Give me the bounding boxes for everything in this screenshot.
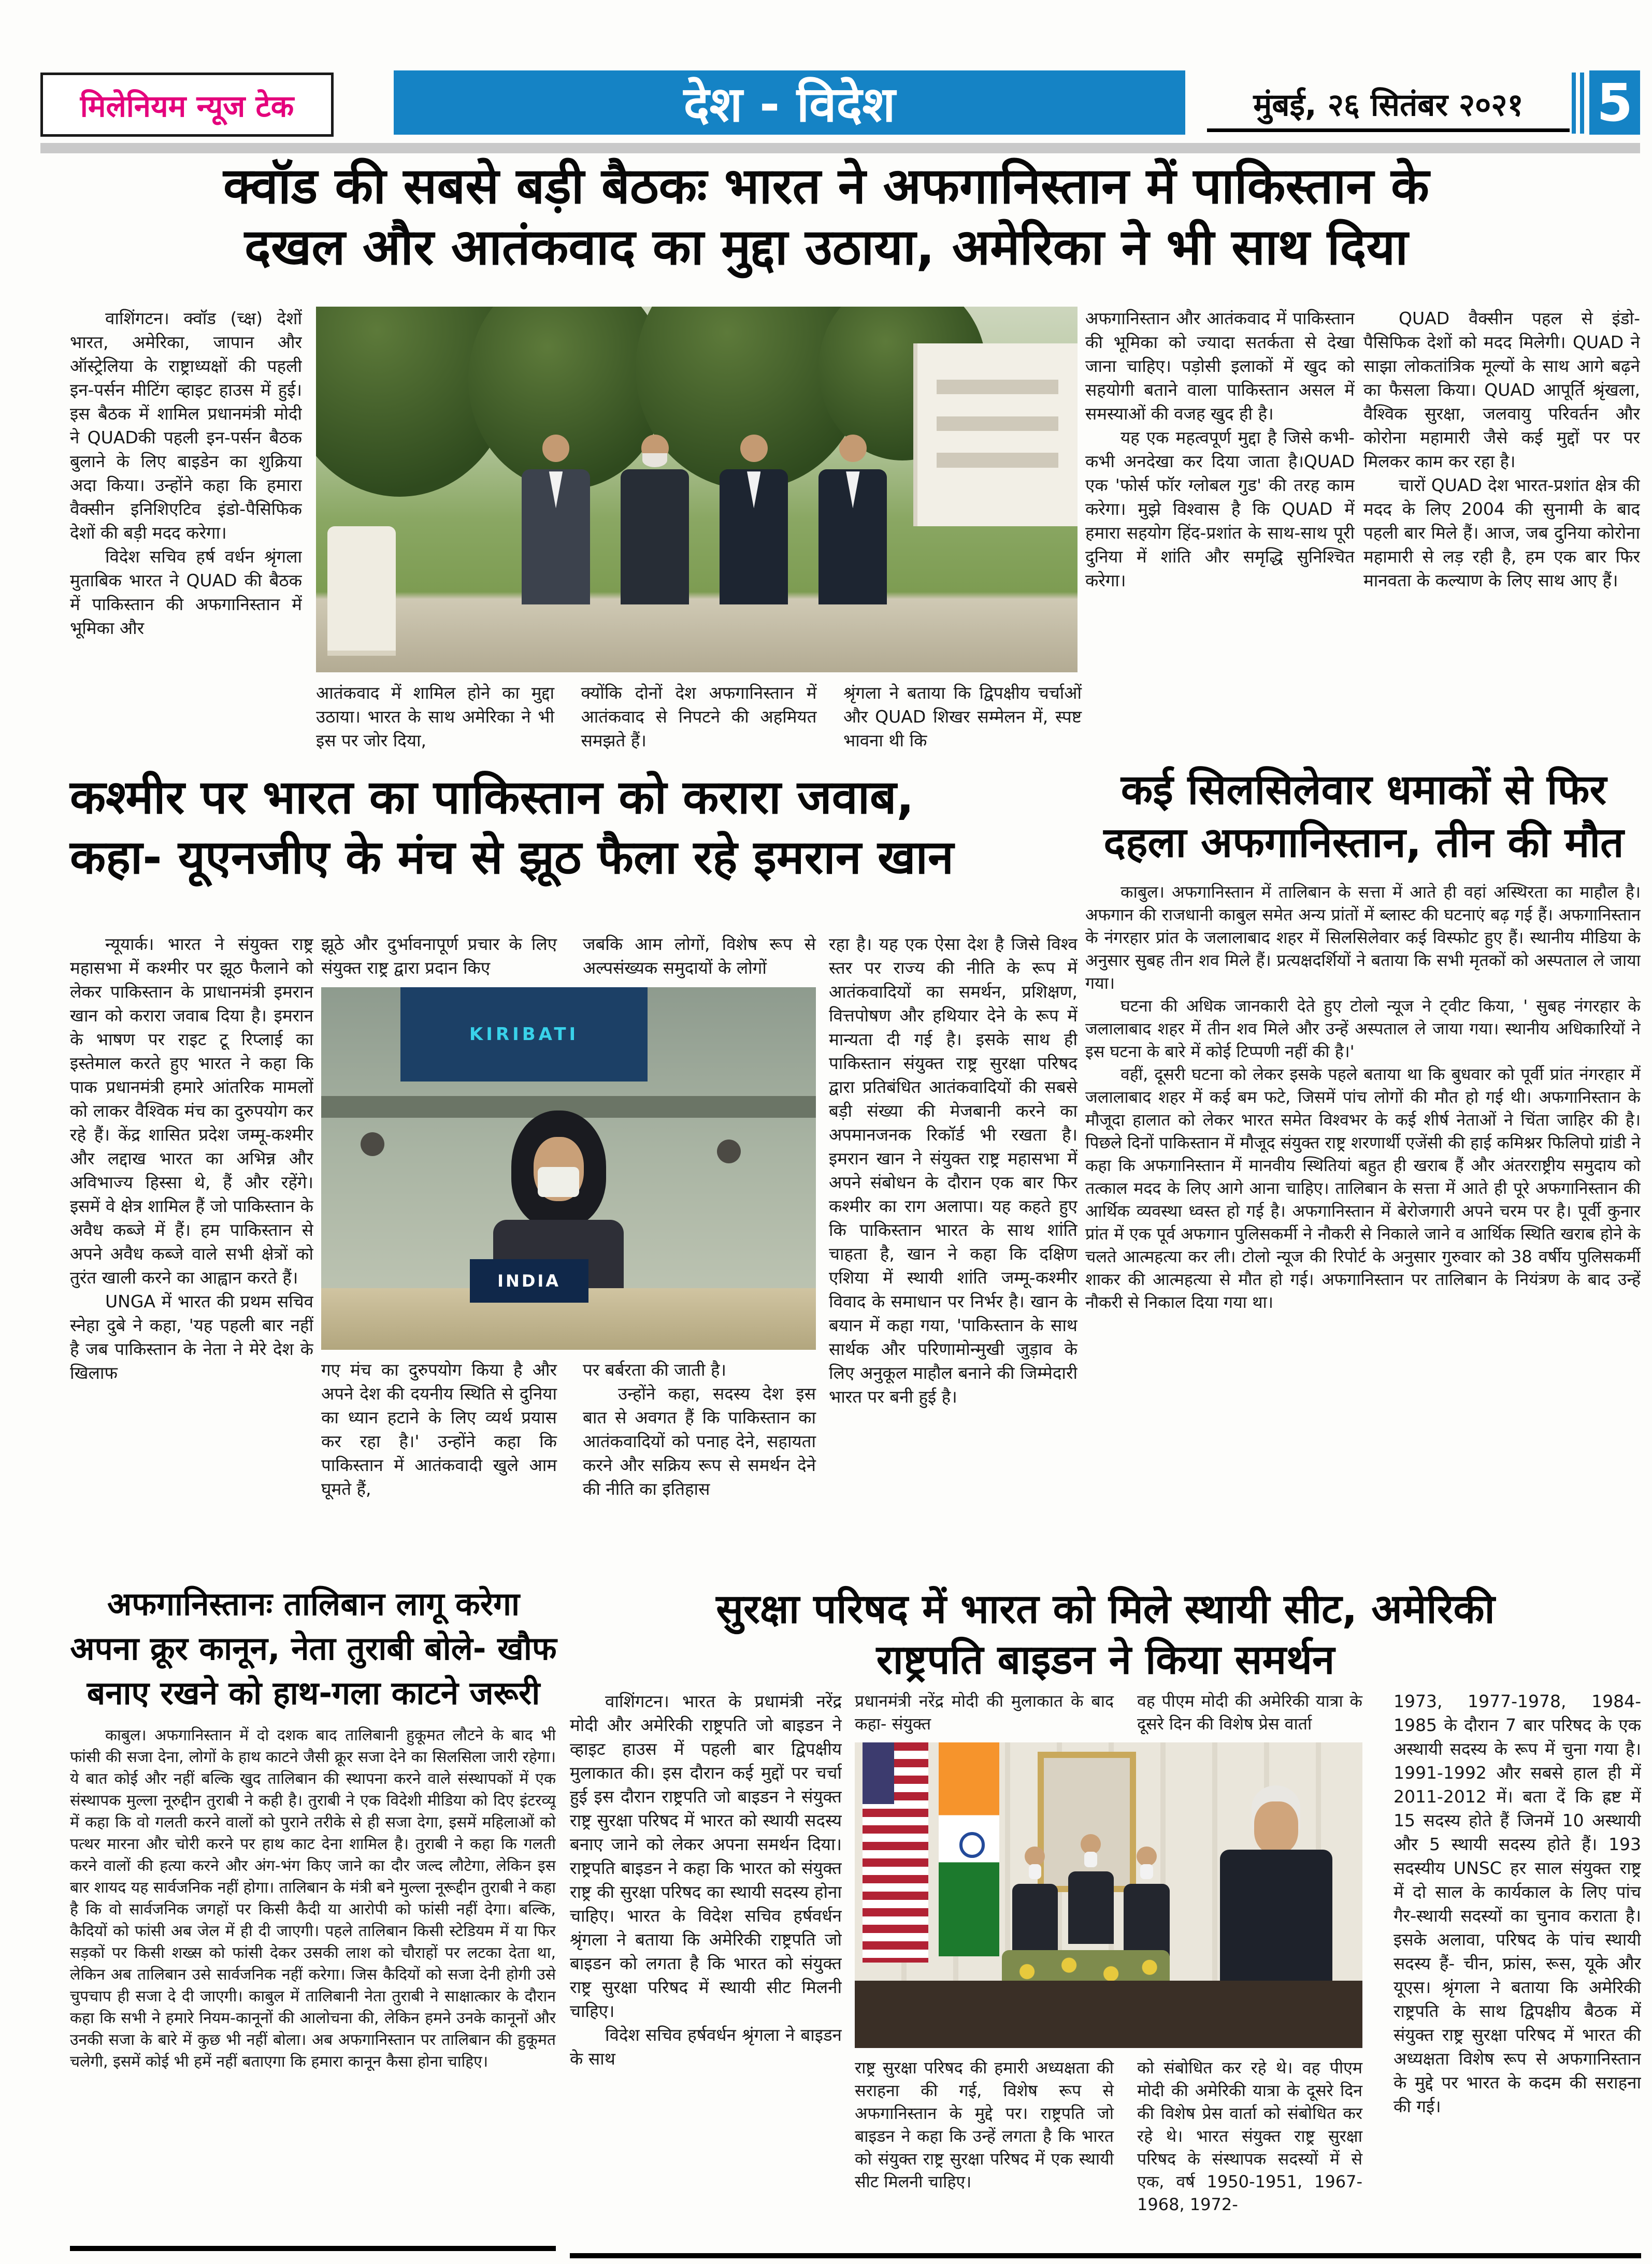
quad-story-caption-row (316, 681, 1082, 753)
blasts-story-body (1085, 881, 1641, 1577)
headline-line: क्वॉड की सबसे बड़ी बैठकः भारत ने अफगानिस्तान में पाकिस्तान के (223, 157, 1429, 215)
figure-head (542, 435, 570, 462)
masthead-dateline: मुंबई, २६ सितंबर २०२१ (1207, 79, 1570, 132)
headline-line: कहा- यूएनजीए के मंच से झूठ फैला रहे इमरान खान (70, 830, 954, 885)
body-paragraph: उन्होंने कहा, सदस्य देश इस बात से अवगत हैं कि पाकिस्तान का आतंकवादियों को पनाह देने, सहायता करने और सक्रिय रूप से समर्थन देने की नीति का इतिहास (583, 1383, 816, 1499)
delegate-figure (1124, 1847, 1169, 1956)
body-paragraph: वाशिंगटन। क्वॉड (च्क्ष) देशों भारत, अमेरिका, जापान और ऑस्ट्रेलिया के राष्ट्राध्यक्षों की पहली इन-पर्सन मीटिंग व्हाइट हाउस में हुई। इस बैठक में शामिल प्रधानमंत्री मोदी ने QUADकी पहली इन-पर्सन बैठक बुलाने के लिए बाइडेन का शुक्रिया अदा किया। उन्होंने कहा कि हमारा वैक्सीन इनिशिएटिव इंडो-पैसिफिक देशों की बड़ी मदद करेगा। (70, 308, 302, 543)
headline-line: बनाए रखने को हाथ-गला काटने जरूरी (87, 1674, 540, 1712)
stone-pedestal (327, 526, 396, 651)
column-fragment: जबकि आम लोगों, विशेष रूप से अल्पसंख्यक समुदायों के लोगों (583, 934, 816, 978)
caption-col: आतंकवाद में शामिल होने का मुद्दा उठाया। भारत के साथ अमेरिका ने भी इस पर जोर दिया, (316, 683, 554, 751)
body-paragraph: काबुल। अफगानिस्तान में तालिबान के सत्ता में आते ही वहां अस्थिरता का माहौल है। अफगान की राजधानी काबुल समेत अन्य प्रांतों में ब्लास्ट की घटनाएं बढ़ गई हैं। अफगानिस्तान के नंगरहार प्रांत के जलालाबाद शहर में सिलसिलेवार कई विस्फोट हुए हैं। स्थानीय मीडिया के अनुसार सुबह तीन शव मिले हैं। प्रत्यक्षदर्शियों ने बताया कि सभी मृतकों को अस्पताल ले जाया गया। (1085, 882, 1641, 993)
india-placard (470, 1259, 588, 1303)
biden-figure (1215, 1785, 1337, 1987)
body-paragraph: विदेश सचिव हर्ष वर्धन श्रृंगला मुताबिक भारत ने QUAD की बैठक में पाकिस्तान की अफगानिस्तान में भूमिका और (70, 546, 302, 638)
face-mask (1140, 1864, 1153, 1880)
face-mask (1029, 1864, 1042, 1880)
ashoka-chakra (959, 1832, 985, 1858)
figure-head (1025, 1847, 1045, 1867)
column-fragment: झूठे और दुर्भावनापूर्ण प्रचार के लिए संयुक्त राष्ट्र द्वारा प्रदान किए (321, 934, 557, 978)
body-paragraph: विदेश सचिव हर्षवर्धन श्रृंगला ने बाइडन के साथ (570, 2025, 842, 2069)
column-fragment: को संबोधित कर रहे थे। वह पीएम मोदी की अमेरिकी यात्रा के दूसरे दिन की विशेष प्रेस वार्ता को संबोधित कर रहे थे। भारत संयुक्त राष्ट्र सुरक्षा परिषद के संस्थापक सदस्यों में से एक, वर्ष 1950-1951, 1967-1968, 1972- (1137, 2058, 1362, 2214)
quad-story-col6 (1363, 307, 1640, 758)
headline-line: कश्मीर पर भारत का पाकिस्तान को करारा जवाब, (70, 770, 914, 825)
header-divider-bar (40, 143, 1640, 153)
blasts-story-headline (1085, 763, 1642, 869)
body-paragraph: UNGA में भारत की प्रथम सचिव स्नेहा दुबे ने कहा, 'यह पहली बार नहीं है जब पाकिस्तान के नेता ने मेरे देश के खिलाफ (70, 1291, 313, 1383)
delegate-head (361, 1132, 384, 1156)
white-house-building (913, 343, 1078, 526)
caption-col: क्योंकि दोनों देश अफगानिस्तान में आतंकवाद से निपटने की अहमियत समझते हैं। (581, 683, 817, 751)
body-paragraph: वहीं, दूसरी घटना को लेकर इसके पहले बताया था कि बुधवार को पूर्वी प्रांत नंगरहार में जलालाबाद शहर में कई बम फटे, जिसमें पांच लोगों की मौत हो गई थी। अफगानिस्तान के मौजूदा हालात को लेकर भारत समेत विश्वभर के कई शीर्ष नेताओं ने चिंता जाहिर की है। पिछले दिनों पाकिस्तान में मौजूद संयुक्त राष्ट्र शरणार्थी एजेंसी की हाई कमिश्नर फिलिपो ग्रांडी ने कहा कि अफगानिस्तान में मानवीय स्थितियां बहुत ही खराब हैं और अंतरराष्ट्रीय समुदाय को तत्काल मदद के लिए आगे आना चाहिए। तालिबान के सत्ता में आते ही पूरे अफगानिस्तान की आर्थिक व्यवस्था ध्वस्त हो गई है। अफगानिस्तान में बेरोजगारी अपने चरम पर है। पूर्वी कुनार प्रांत में एक पूर्व अफगान पुलिसकर्मी ने नौकरी से निकाले जाने व आर्थिक स्थिति खराब होने के चलते आत्महत्या कर ली। टोलो न्यूज की रिपोर्ट के अनुसार गुरुवार को 38 वर्षीय पुलिसकर्मी शाकर की आत्महत्या से मौत हो गई। अफगानिस्तान पर तालिबान के नियंत्रण के बाद उन्हें नौकरी से निकाल दिया गया था। (1085, 1064, 1641, 1312)
us-flag (863, 1742, 928, 1963)
figure-head (1137, 1847, 1157, 1867)
leader-figure-biden (720, 435, 788, 639)
body-paragraph: पर बर्बरता की जाती है। (583, 1360, 727, 1380)
masthead-section-title: देश - विदेश (394, 70, 1185, 135)
kashmir-story-col1 (70, 932, 313, 1577)
body-paragraph: काबुल। अफगानिस्तान में दो दशक बाद तालिबानी हुकूमत लौटने के बाद भी फांसी की सजा देना, लोगों के हाथ काटने जैसी क्रूर सजा देने का सिलसिला जारी रहेगा। ये बात कोई और नहीं बल्कि खुद तालिबान की स्थापना करने वाले संस्थापकों में एक संस्थापक मुल्ला नूरुद्दीन तुराबी ने कही है। तुराबी ने एक विदेशी मीडिया को दिए इंटरव्यू में कहा कि वो गलती करने वालों को पुराने तरीके से ही सजा देगा, इसमें महिलाओं को पत्थर मारना और चोरी करने पर हाथ काट देना शामिल है। तुराबी ने कहा कि गलती करने वालों की हत्या करने और अंग-भंग किए जाने का दौर जल्द लौटेगा, लेकिन इस बार शायद यह सार्वजनिक नहीं होगा। तालिबान के मंत्री बने मुल्ला नूरूद्दीन तुराबी ने कहा है कि वो सार्वजनिक जगहों पर किसी कैदी या आरोपी को फांसी नहीं देगा। बल्कि, कैदियों को फांसी अब जेल में ही दी जाएगी। पहले तालिबान किसी स्टेडियम में या फिर सड़कों पर किसी शख्स को फांसी देकर उसकी लाश को चौराहों पर लटका देता था, लेकिन अब तालिबान उसे सार्वजनिक नहीं करेगा। जिस कैदियों को सजा देनी होगी उसे चुपचाप ही सजा दे दी जाएगी। काबुल में तालिबानी नेता तुराबी ने साक्षात्कार के दौरान कहा कि सभी ने हमारे नियम-कानूनों की आलोचना की, लेकिन हमने उनके कानूनों और उनकी सजा के बारे में कुछ भी नहीं बोला। अब अफगानिस्तान पर तालिबान की हुकूमत चलेगी, इसमें कोई भी हमें नहीं बताएगा कि हमारा कानून कैसा होना चाहिए। (70, 1726, 556, 2071)
page-number-divider (1572, 73, 1585, 134)
quad-story-col1 (70, 307, 302, 758)
bottom-right-rule (570, 2253, 1641, 2258)
face-mask (1084, 1852, 1097, 1867)
body-paragraph: चारों QUAD देश भारत-प्रशांत क्षेत्र की मदद के लिए 2004 की सुनामी के बाद पहली बार मिले हैं। आज, जब दुनिया कोरोना महामारी से लड़ रही है, हम एक बार फिर मानवता के कल्याण के लिए साथ आए हैं। (1363, 475, 1640, 590)
figure-beard (642, 453, 667, 468)
taliban-story-body (70, 1725, 556, 2243)
body-paragraph: वाशिंगटन। भारत के प्रधामंत्री नरेंद्र मोदी और अमेरिकी राष्ट्रपति जो बाइडन ने व्हाइट हाउस में पहली बार द्विपक्षीय मुलाकात की। इस दौरान कई मुद्दों पर चर्चा हुई इस दौरान राष्ट्रपति जो बाइडन ने संयुक्त राष्ट्र सुरक्षा परिषद में भारत को स्थायी सदस्य बनाए जाने को लेकर अपना समर्थन दिया। राष्ट्रपति बाइडन ने कहा कि भारत को संयुक्त राष्ट्र की सुरक्षा परिषद का स्थायी सदस्य होना चाहिए। भारत के विदेश सचिव हर्षवर्धन श्रृंगला ने बताया कि अमेरिकी राष्ट्रपति जो बाइडन को लगता है कि भारत को संयुक्त राष्ट्र सुरक्षा परिषद में स्थायी सीट मिलनी चाहिए। (570, 1691, 842, 2021)
headline-line: कई सिलसिलेवार धमाकों से फिर (1121, 766, 1607, 814)
leader-figure-suga (522, 435, 590, 639)
delegate-head (717, 1140, 741, 1163)
placard-label: INDIA (497, 1271, 561, 1291)
figure-face (1254, 1801, 1298, 1854)
figure-head (740, 435, 768, 462)
us-flag-canton (863, 1742, 894, 1804)
headline-line: सुरक्षा परिषद में भारत को मिले स्थायी सीट, अमेरिकी (716, 1586, 1495, 1633)
taliban-story-headline (70, 1582, 557, 1715)
screen-label: KIRIBATI (469, 1024, 579, 1045)
meeting-table (855, 1981, 1362, 2048)
kashmir-story-headline (70, 768, 1080, 888)
headline-line: अपना क्रूर कानून, नेता तुराबी बोले- खौफ (70, 1629, 557, 1667)
figure-torso (1220, 1850, 1332, 1987)
unsc-story-headline (570, 1584, 1641, 1685)
kashmir-bottom-row (321, 1358, 816, 1501)
body-paragraph: अफगानिस्तान और आतंकवाद में पाकिस्तान की भूमिका को ज्यादा सतर्कता से देखा जाना चाहिए। पड़ोसी इलाकों में खुद को सहयोगी बताने वाला पाकिस्तान असल में समस्याओं की वजह खुद ही है। (1085, 308, 1355, 424)
figure-head (839, 435, 867, 462)
quad-leaders-photo (316, 307, 1078, 672)
body-paragraph: QUAD वैक्सीन पहल से इंडो-पैसिफिक देशों को मदद मिलेगी। QUAD ने साझा लोकतांत्रिक मूल्यों के साथ आगे बढ़ने का फैसला किया। QUAD आपूर्ति श्रृंखला, वैश्विक सुरक्षा, जलवायु परिवर्तन और कोरोना महामारी जैसे कई मुद्दों पर पर मिलकर काम कर रहा है। (1363, 308, 1640, 471)
body-paragraph: यह एक महत्वपूर्ण मुद्दा है जिसे कभी-कभी अनदेखा कर दिया जाता है।QUAD एक 'फोर्स फॉर ग्लोबल गुड' की तरह काम करेगा। मुझे विश्वास है कि QUAD में हमारा सहयोग हिंद-प्रशांत के साथ-साथ पूरी दुनिया में शांति और समृद्धि सुनिश्चित करेगा। (1085, 427, 1355, 590)
column-fragment: प्रधानमंत्री नरेंद्र मोदी की मुलाकात के बाद कहा- संयुक्त (855, 1691, 1114, 1734)
column-fragment: वह पीएम मोदी की अमेरिकी यात्रा के दूसरे दिन की विशेष प्रेस वार्ता (1137, 1691, 1362, 1734)
body-paragraph: घटना की अधिक जानकारी देते हुए टोलो न्यूज ने ट्वीट किया, ' सुबह नंगरहार के जलालाबाद शहर में तीन शव मिले और उन्हें अस्पताल ले जाया गया। स्थानीय अधिकारियों ने इस घटना के बारे में कोई टिप्पणी नहीं की है।' (1085, 996, 1641, 1061)
delegate-figure-modi (1068, 1834, 1114, 1944)
headline-line: राष्ट्रपति बाइडन ने किया समर्थन (876, 1637, 1335, 1683)
india-flag (939, 1742, 1000, 1956)
figure-torso (1012, 1884, 1058, 1956)
unsc-story-col4: 1973, 1977-1978, 1984-1985 के दौरान 7 बार परिषद के एक अस्थायी सदस्य के रूप में चुना गया है। 1991-1992 और सबसे हाल ही में 2011-2012 में। बता दें कि ह्रष्ट में 15 सदस्य होते हैं जिनमें 10 अस्थायी और 5 स्थायी सदस्य होते हैं। 193 सदस्यीय UNSC हर साल संयुक्त राष्ट्र में दो साल के कार्यकाल के लिए पांच गैर-स्थायी सदस्यों का चुनाव कराता है। इसके अलावा, परिषद के पांच स्थायी सदस्य हैं- चीन, फ्रांस, रूस, यूके और यूएस। श्रृंगला ने बताया कि अमेरिकी राष्ट्रपति के साथ द्विपक्षीय बैठक में संयुक्त राष्ट्र सुरक्षा परिषद में भारत की अध्यक्षता विशेष रूप से अफगानिस्तान के मुद्दे पर भारत के कदम की सराहना की गई। (1394, 1691, 1641, 2116)
masthead-page-number: 5 (1589, 70, 1640, 135)
figure-torso (1124, 1884, 1169, 1956)
masthead-brand: मिलेनियम न्यूज टेक (40, 73, 334, 137)
caption-col: श्रृंगला ने बताया कि द्विपक्षीय चर्चाओं और QUAD शिखर सम्मेलन में, स्पष्ट भावना थी कि (843, 683, 1082, 751)
headline-line: अफगानिस्तानः तालिबान लागू करेगा (107, 1585, 520, 1623)
biden-meeting-photo (855, 1742, 1362, 2048)
figure-torso (1068, 1871, 1114, 1944)
kashmir-story-col4: रहा है। यह एक ऐसा देश है जिसे विश्व स्तर पर राज्य की नीति के रूप में आतंकवादियों का समर्थन, प्रशिक्षण, वित्तपोषण और हथियार देने के रूप में मान्यता दी गई है। इसके साथ ही पाकिस्तान संयुक्त राष्ट्र सुरक्षा परिषद द्वारा प्रतिबंधित आतंकवादियों की सबसे बड़ी संख्या की मेजबानी करने का अपमानजनक रिकॉर्ड भी रखता है। इमरान खान ने संयुक्त राष्ट्र महासभा में अपने संबोधन के दौरान एक बार फिर कश्मीर का राग अलापा। यह कहते हुए कि पाकिस्तान भारत के साथ शांति चाहता है, खान ने कहा कि दक्षिण एशिया में स्थायी शांति जम्मू-कश्मीर विवाद के समाधान पर निर्भर है। खान के बयान में कहा गया, 'पाकिस्तान के साथ सार्थक और परिणामोन्मुखी जुड़ाव के लिए अनुकूल माहौल बनाने की जिम्मेदारी भारत पर बनी हुई है। (829, 934, 1078, 1407)
column-fragment (583, 1358, 816, 1501)
kashmir-top-row (321, 932, 816, 980)
quad-story-col5 (1085, 307, 1355, 758)
leader-figure-modi (621, 435, 689, 639)
column-fragment: राष्ट्र सुरक्षा परिषद की हमारी अध्यक्षता की सराहना की गई, विशेष रूप से अफगानिस्तान के मुद्दे पर। राष्ट्रपति जो बाइडन ने कहा कि उन्हें लगता है कि भारत को संयुक्त राष्ट्र सुरक्षा परिषद में एक स्थायी सीट मिलनी चाहिए। (855, 2058, 1114, 2191)
unga-speech-photo (321, 987, 816, 1350)
headline-line: दखल और आतंकवाद का मुद्दा उठाया, अमेरिका ने भी साथ दिया (244, 218, 1409, 276)
unsc-top-row (855, 1690, 1362, 1735)
body-paragraph: न्यूयार्क। भारत ने संयुक्त राष्ट्र महासभा में कश्मीर पर झूठ फैलाने को लेकर पाकिस्तान के प्राधानमंत्री इमरान खान को करारा जवाब दिया है। इमरान के भाषण पर राइट टू रिप्लाई का इस्तेमाल करते हुए भारत ने कहा कि पाक प्रधानमंत्री हमारे आंतरिक मामलों को लाकर वैश्विक मंच का दुरुपयोग कर रहे हैं। केंद्र शासित प्रदेश जम्मू-कश्मीर और लद्दाख भारत का अभिन्न और अविभाज्य हिस्सा थे, हैं और रहेंगे। इसमें वे क्षेत्र शामिल हैं जो पाकिस्तान के अवैध कब्जे में हैं। हम पाकिस्तान से अपने अवैध कब्जे वाले सभी क्षेत्रों को तुरंत खाली करने का आह्वान करते हैं। (70, 934, 313, 1288)
figure-torso (621, 469, 689, 604)
leader-figure-morrison (818, 435, 887, 639)
country-screen (400, 987, 648, 1081)
unsc-bottom-row (855, 2056, 1362, 2216)
headline-line: दहला अफगानिस्तान, तीन की मौत (1103, 818, 1624, 867)
column-fragment: गए मंच का दुरुपयोग किया है और अपने देश की दयनीय स्थिति से दुनिया का ध्यान हटाने के लिए व्यर्थ प्रयास कर रहा है।' उन्होंने कहा कि पाकिस्तान में आतंकवादी खुले आम घूमते हैं, (321, 1360, 557, 1499)
unsc-story-middle-block (855, 1690, 1362, 2216)
quad-story-headline (52, 155, 1601, 278)
bottom-left-rule (70, 2246, 556, 2251)
unsc-story-col1 (570, 1690, 842, 2248)
delegate-figure (1012, 1847, 1058, 1956)
kashmir-story-middle-block (321, 932, 816, 1501)
face-mask (538, 1167, 579, 1197)
figure-head (1081, 1834, 1101, 1854)
